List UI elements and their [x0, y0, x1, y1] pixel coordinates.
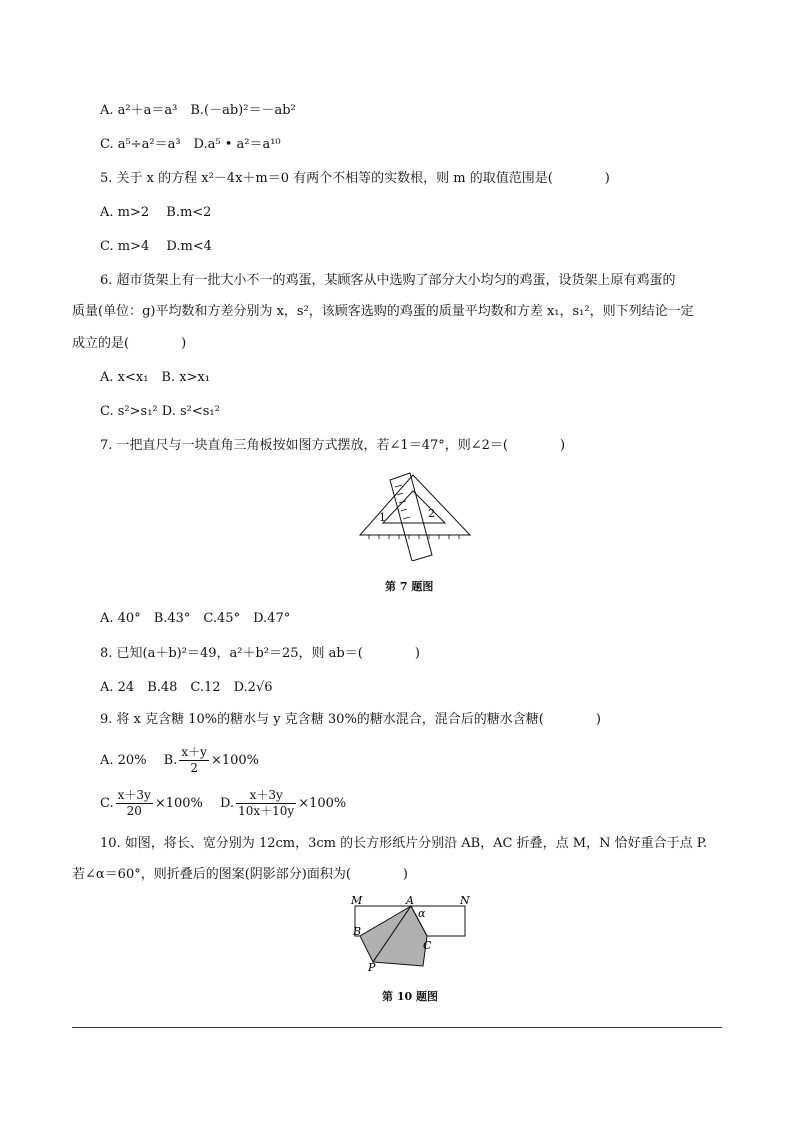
option-text: A. 40° B.43° C.45° D.47°	[100, 611, 291, 626]
denominator: 10x＋10y	[238, 804, 295, 818]
q9-options-ab	[100, 745, 259, 776]
ruler-shape	[390, 473, 432, 561]
question-6-line3	[72, 335, 186, 353]
numerator: x＋3y	[117, 788, 151, 802]
question-text: 成立的是( )	[72, 336, 187, 351]
question-8	[100, 645, 420, 663]
question-text: 10. 如图，将长、宽分别为 12cm，3cm 的长方形纸片分别沿 AB，AC 折叠，点 M，N 恰好重合于点 P.	[100, 836, 707, 851]
question-text: 7. 一把直尺与一块直角三角板按如图方式摆放，若∠1＝47°，则∠2＝( )	[100, 438, 566, 453]
q6-options-ab	[100, 369, 210, 387]
caption-text: 第 7 题图	[385, 580, 434, 593]
numerator: x＋y	[181, 745, 207, 759]
q8-options	[100, 679, 273, 697]
fraction-c	[116, 788, 153, 819]
q6-options-cd	[100, 403, 220, 421]
point-p-label: P	[368, 961, 376, 974]
denominator: 2	[190, 761, 198, 775]
q5-options-cd	[100, 238, 212, 256]
option-line-cd	[100, 136, 281, 154]
triangle-outer	[360, 475, 470, 535]
question-9	[100, 711, 601, 729]
figure-7-ruler-triangle	[355, 465, 475, 561]
denominator: 20	[126, 804, 142, 818]
option-text: A. m>2 B.m<2	[100, 205, 212, 220]
q7-options	[100, 610, 290, 628]
option-text: A. 20% B.	[100, 753, 178, 768]
question-text: 若∠α＝60°，则折叠后的图案(阴影部分)面积为( )	[72, 867, 409, 882]
question-text: 质量(单位：g)平均数和方差分别为 x，s²，该顾客选购的鸡蛋的质量平均数和方差 x₁，s₁²，则下列结论一定	[72, 304, 694, 319]
fraction-d	[236, 788, 296, 819]
angle-1-label: 1	[379, 511, 386, 524]
option-text: C. a⁵÷a²＝a³ D.a⁵ • a²＝a¹⁰	[100, 137, 281, 152]
point-m-label: M	[351, 894, 363, 907]
figure-10-caption	[382, 988, 438, 1004]
numerator: x＋3y	[236, 788, 296, 804]
fraction-b	[179, 745, 209, 776]
option-text: C. m>4 D.m<4	[100, 239, 212, 254]
triangle-ticks	[369, 535, 459, 539]
question-text: 8. 已知(a＋b)²＝49，a²＋b²＝25，则 ab＝( )	[100, 646, 420, 661]
caption-text: 第 10 题图	[382, 990, 438, 1003]
figure-7-caption	[385, 578, 433, 594]
triangle-inner	[383, 491, 445, 523]
option-text: ×100% D.	[154, 796, 235, 811]
angle-2-label: 2	[428, 507, 435, 520]
option-line-ab	[100, 102, 296, 120]
page-footer-divider	[72, 1027, 722, 1028]
figure-10-folded-paper	[345, 892, 475, 974]
question-text: 6. 超市货架上有一批大小不一的鸡蛋，某顾客从中选购了部分大小均匀的鸡蛋，设货架上原有鸡蛋的	[100, 273, 676, 288]
question-text: 5. 关于 x 的方程 x²－4x＋m＝0 有两个不相等的实数根，则 m 的取值范围是( )	[100, 171, 610, 186]
point-n-label: N	[460, 894, 470, 907]
q5-options-ab	[100, 204, 211, 222]
question-7	[100, 437, 565, 455]
option-text: A. x<x₁ B. x>x₁	[100, 370, 211, 385]
option-text: C. s²>s₁² D. s²<s₁²	[100, 404, 220, 419]
point-a-label: A	[406, 894, 414, 907]
option-text: C.	[100, 796, 114, 811]
question-6-line2	[72, 303, 694, 321]
question-6-line1	[100, 272, 676, 290]
q9-options-cd	[100, 788, 346, 819]
question-5	[100, 170, 610, 188]
question-10-line2	[72, 866, 408, 884]
option-text: A. 24 B.48 C.12 D.2√6	[100, 680, 273, 695]
angle-alpha-label: α	[418, 907, 426, 920]
point-c-label: C	[423, 939, 432, 952]
question-10-line1	[100, 835, 707, 853]
option-text: A. a²＋a＝a³ B.(－ab)²＝－ab²	[100, 103, 296, 118]
point-b-label: B	[353, 925, 362, 938]
option-text: ×100%	[210, 753, 259, 768]
option-text: ×100%	[298, 796, 347, 811]
question-text: 9. 将 x 克含糖 10%的糖水与 y 克含糖 30%的糖水混合，混合后的糖水含糖( )	[100, 712, 601, 727]
